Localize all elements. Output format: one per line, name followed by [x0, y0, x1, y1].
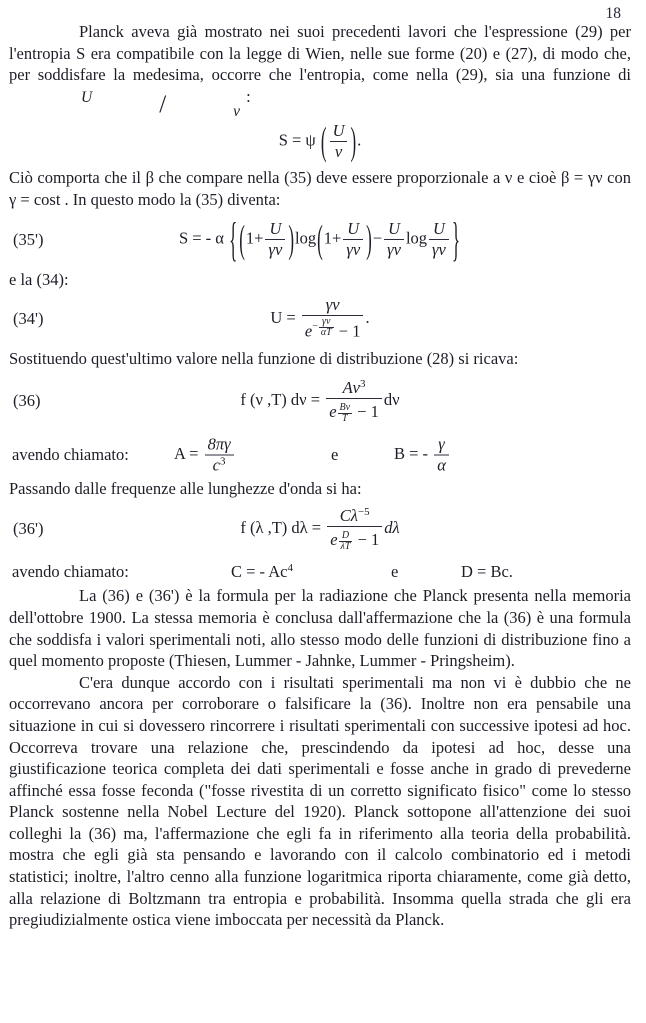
paragraph-beta: Ciò comporta che il β che compare nella (35) deve essere proporzionale a ν e cioè β = γν con γ = cost . In questo modo la (35) diventa: [9, 168, 631, 209]
left-paren: ( [320, 119, 327, 164]
equation-lhs: f (ν ,T) dν = [240, 389, 321, 409]
numerator-base: Cλ [339, 506, 358, 526]
definition-B: B = - $\frac{\gamma}{\alpha}$ [394, 434, 451, 475]
fraction-denominator: ν [233, 102, 241, 120]
differential: dλ [384, 518, 400, 538]
fraction-numerator: U [81, 88, 93, 106]
numerator-exponent: 3 [359, 377, 366, 390]
separator-e: e [331, 444, 339, 464]
right-paren: ) [366, 217, 372, 262]
differential: dν [383, 389, 400, 409]
equation-lhs: S = ψ [278, 130, 316, 150]
exponent-minus: − [312, 321, 318, 333]
definition-C: C = - Ac$^4$ [231, 562, 294, 582]
right-paren: ) [288, 217, 294, 262]
paragraph-sostituendo: Sostituendo quest'ultimo valore nella funzione di distribuzione (28) si ricava: [9, 349, 519, 369]
definition-D: D = Bc. [461, 562, 513, 582]
paragraph-passando: Passando dalle frequenze alle lunghezze d'onda si ha: [9, 478, 362, 498]
fraction-distribution-lambda [327, 506, 382, 552]
fraction-planck-U: γν e − $\frac{\gamma\nu}{\alpha T}$ − 1 [302, 295, 364, 344]
left-paren: ( [317, 217, 323, 262]
numerator-base: Aν [342, 377, 360, 397]
fraction-U-nu: $\frac{U}{\nu}$ [330, 121, 348, 162]
equation-35-prime [9, 211, 631, 269]
equation-body [240, 506, 399, 552]
equation-lhs: S = - α [178, 228, 224, 248]
log-operator: log [294, 228, 317, 248]
definition-A: A = $\frac{8\pi\gamma}{c^3}$ [174, 434, 236, 475]
paragraph-cera-dunque: C'era dunque accordo con i risultati sperimentali ma non vi è dubbio che ne occorrevano ancora per corroborare o falsificare la (36). Inoltre non era pensabile una situazione in cui si dovessero rincorrere i risultati sperimentali con successive ipotesi ad hoc. Occorreva trovare una relazione che, prescindendo da ipotesi ad hoc, desse una giustificazione teorica completa dei dati sperimentali e fosse anche in grado di prevederne affinché essa fosse feconda ("fosse rivestita di un corretto significato fisico" come lo stesso Planck sostenne nella Nobel Lecture del 1920). Planck sottopone all'attenzione dei suoi colleghi la (36) ma, l'affermazione che egli fa in riferimento alla teoria della probabilità. mostra che egli già sta pensando e lavorando con il calcolo combinatorio ed i metodi statistici; inoltre, l'altro cenno alla funzione logaritmica riporta chiaramente, come già detto, alla relazione di Boltzmann tra entropia e probabilità. Insomma quella strada che gli era pregiudizialmente ostica viene imboccata per necessità da Planck. [9, 672, 631, 930]
euler-e: e [330, 530, 338, 550]
left-paren: ( [239, 217, 245, 262]
exponent [338, 531, 354, 552]
minus-one: − 1 [357, 530, 380, 550]
equation-label-34prime: (34') [13, 309, 44, 329]
fraction-U-gammanu: $\frac{U}{\gamma\nu}$ [384, 219, 404, 260]
paragraph-la-36: La (36) e (36') è la formula per la radiazione che Planck presenta nella memoria dell'ottobre 1900. La stessa memoria è conclusa dall'affermazione che la (36) è una formula che soddisfa i valori sperimentali noti, allo stesso modo delle funzioni di distribuzione fino a quel momento proposte (Thiesen, Lummer - Jahnke, Lummer - Pringsheim). [9, 586, 631, 671]
fraction-A: $\frac{8\pi\gamma}{c^3}$ [205, 434, 234, 475]
fraction-B: $\frac{\gamma}{\alpha}$ [434, 434, 449, 475]
left-brace: { [229, 212, 238, 267]
fraction-U-gammanu: $\frac{U}{\gamma\nu}$ [265, 219, 285, 260]
equation-36-prime [9, 499, 631, 559]
equation-lhs: U = [270, 307, 296, 327]
equation-label-36: (36) [13, 390, 41, 410]
minus-sign: − [372, 228, 383, 248]
exponent-fraction: $\frac{B\nu}{T}$ [339, 401, 351, 424]
paragraph-intro-colon: : [246, 86, 251, 106]
fraction-U-gammanu: $\frac{U}{\gamma\nu}$ [429, 219, 449, 260]
exponent [312, 317, 334, 338]
log-operator: log [405, 228, 428, 248]
equation-label-36prime: (36') [13, 519, 44, 539]
numerator-exponent: −5 [357, 506, 370, 519]
separator-e: e [391, 562, 399, 582]
paragraph-intro [9, 21, 631, 120]
one-plus: 1+ [323, 228, 342, 248]
definitions-A-B [9, 432, 631, 478]
avendo-chiamato-label: avendo chiamato: [12, 562, 129, 582]
minus-one: − 1 [357, 401, 379, 421]
equation-36 [9, 370, 631, 432]
definitions-C-D [9, 559, 631, 585]
equation-body [270, 295, 369, 344]
equation-label-35prime: (35') [13, 229, 44, 249]
fraction-U-gammanu: $\frac{U}{\gamma\nu}$ [343, 219, 363, 260]
euler-e: e [329, 401, 337, 421]
equation-period: . [357, 130, 362, 150]
equation-period: . [365, 307, 370, 327]
page-number: 18 [605, 5, 621, 22]
paragraph-e-la-34: e la (34): [9, 269, 69, 289]
exponent-fraction: $\frac{D}{\lambda T}$ [340, 530, 351, 553]
exponent-fraction: $\frac{\gamma\nu}{\alpha T}$ [320, 315, 332, 338]
equation-body [240, 378, 399, 424]
euler-e: e [304, 321, 313, 341]
equation-34-prime [9, 290, 631, 348]
equation-body [178, 212, 461, 267]
right-paren: ) [350, 119, 357, 164]
equation-body [279, 121, 362, 162]
paragraph-intro-text: Planck aveva già mostrato nei suoi precedenti lavori che l'espressione (29) per l'entropia S era compatibile con la legge di Wien, nelle sue forme (20) e (27), di modo che, per soddisfare la medesima, occorre che l'entropia, come nella (29), sia una funzione di [9, 22, 631, 85]
inline-fraction-U-over-nu [11, 88, 241, 120]
avendo-chiamato-label: avendo chiamato: [12, 444, 129, 464]
one-plus: 1+ [245, 228, 264, 248]
equation-S-psi [9, 115, 631, 167]
fraction-slash: / [159, 90, 167, 118]
minus-one: − 1 [338, 321, 361, 341]
right-brace: } [451, 212, 461, 267]
exponent [337, 403, 354, 424]
equation-lhs: f (λ ,T) dλ = [240, 518, 322, 538]
fraction-distribution [326, 378, 382, 424]
